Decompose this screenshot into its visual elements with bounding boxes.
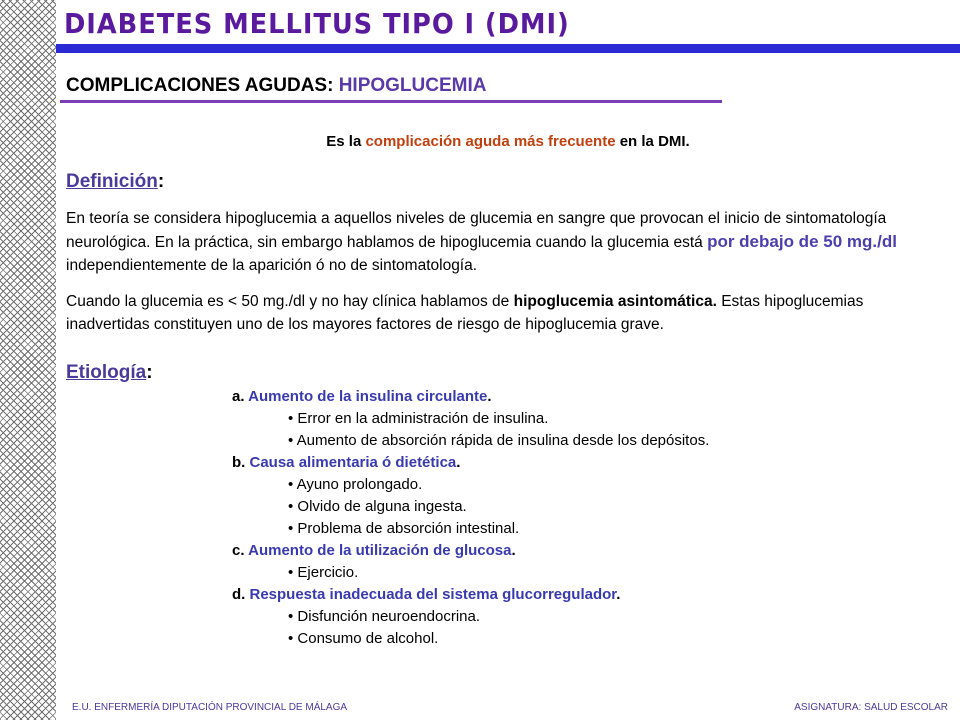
slide-title: DIABETES MELLITUS TIPO I (DMI): [64, 7, 570, 40]
category-label: Aumento de la insulina circulante: [248, 388, 488, 405]
definicion-p1-threshold: por debajo de 50 mg./dl: [707, 232, 897, 251]
list-item: • Ejercicio.: [288, 564, 359, 581]
category-label: Aumento de la utilización de glucosa: [248, 542, 512, 559]
slide-subtitle: [66, 75, 486, 97]
list-item: • Problema de absorción intestinal.: [288, 520, 520, 537]
list-item: • Error en la administración de insulina.: [288, 410, 549, 427]
etiologia-colon: :: [146, 362, 153, 383]
lead-part1: Es la: [326, 133, 366, 150]
category-letter: a.: [232, 388, 249, 405]
definicion-p2-bold: hipoglucemia asintomática.: [513, 293, 717, 310]
definicion-p1-b: independientemente de la aparición ó no de sintomatología.: [66, 257, 478, 274]
category-label: Respuesta inadecuada del sistema glucorregulador: [249, 586, 617, 603]
title-rule: [56, 44, 960, 53]
definicion-heading: [66, 170, 164, 194]
footer-institution: E.U. ENFERMERÍA DIPUTACIÓN PROVINCIAL DE MÁLAGA: [72, 702, 348, 713]
decorative-left-border: [0, 0, 56, 720]
list-item: • Consumo de alcohol.: [288, 630, 439, 647]
definicion-paragraph-1: [66, 207, 936, 277]
category-letter: b.: [232, 454, 250, 471]
definicion-p2-b: Estas hipoglucemias inadvertidas constituyen uno de los mayores factores de riesgo de hipoglucemia grave.: [66, 293, 864, 333]
list-item: • Aumento de absorción rápida de insulina desde los depósitos.: [288, 432, 710, 449]
definicion-paragraph-2: [66, 290, 936, 336]
etiologia-category-c: [232, 540, 932, 562]
list-item: • Olvido de alguna ingesta.: [288, 498, 467, 515]
definicion-p2-a: Cuando la glucemia es < 50 mg./dl y no hay clínica hablamos de: [66, 293, 514, 310]
etiologia-category-d: [232, 584, 932, 606]
etiologia-list: [232, 386, 932, 650]
lead-sentence: [0, 132, 960, 152]
category-end: .: [616, 586, 621, 603]
etiologia-category-a: [232, 386, 932, 408]
category-label: Causa alimentaria ó dietética: [249, 454, 457, 471]
subtitle-prefix: COMPLICACIONES AGUDAS:: [66, 75, 339, 96]
definicion-heading-text: Definición: [66, 171, 158, 192]
etiologia-heading: [66, 361, 153, 385]
category-letter: c.: [232, 542, 249, 559]
category-end: .: [511, 542, 516, 559]
lead-highlight: complicación aguda más frecuente: [365, 133, 616, 150]
subtitle-rule: [60, 100, 722, 103]
etiologia-heading-text: Etiología: [66, 362, 147, 383]
category-letter: d.: [232, 586, 250, 603]
footer-subject: ASIGNATURA: SALUD ESCOLAR: [794, 702, 948, 713]
subtitle-highlight: HIPOGLUCEMIA: [338, 75, 487, 96]
list-item: • Disfunción neuroendocrina.: [288, 608, 481, 625]
category-end: .: [456, 454, 461, 471]
list-item: • Ayuno prolongado.: [288, 476, 423, 493]
lead-part2: en la DMI.: [615, 133, 690, 150]
category-end: .: [487, 388, 492, 405]
definicion-p1-a: En teoría se considera hipoglucemia a aquellos niveles de glucemia en sangre que provocan el inicio de sintomatología neurológica. En la práctica, sin embargo hablamos de hipoglucemia cuando la glucemia está: [66, 210, 887, 251]
definicion-colon: :: [157, 171, 165, 192]
etiologia-category-b: [232, 452, 932, 474]
